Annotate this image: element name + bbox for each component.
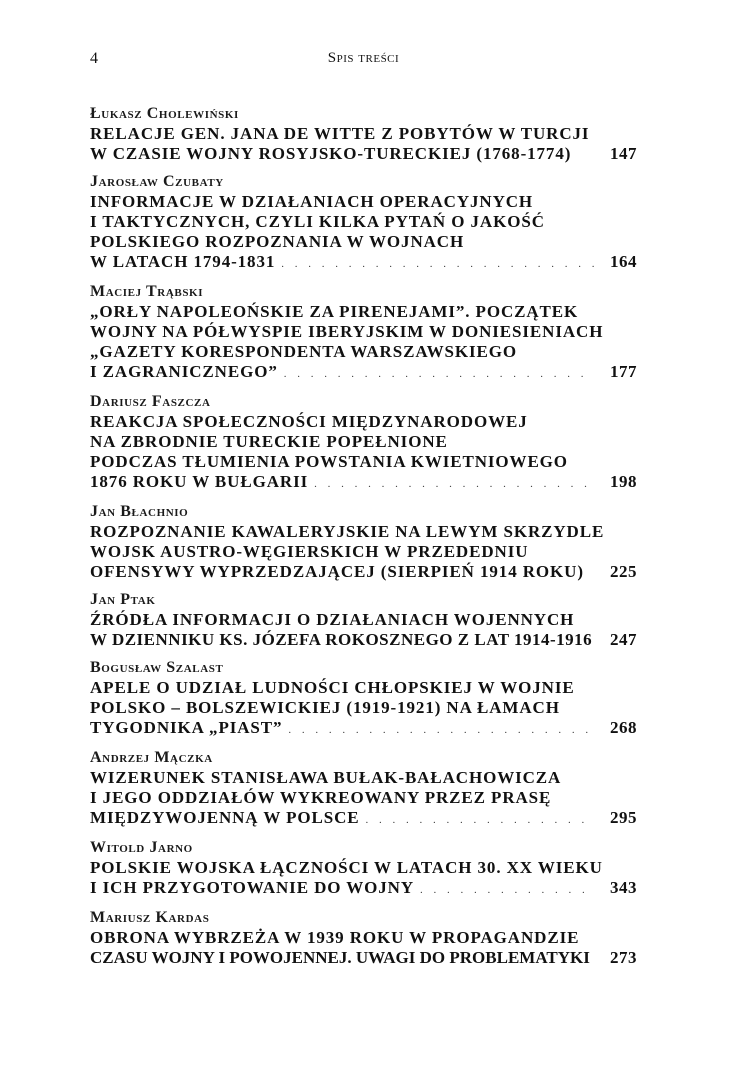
entry-title-line: ROZPOZNANIE KAWALERYJSKIE NA LEWYM SKRZYDLE [90,522,605,541]
dot-leader [314,474,595,494]
entry-title-last-line [90,562,637,582]
entry-author: Jan Ptak [90,591,156,608]
entry-title-text: OFENSYWY WYPRZEDZAJĄCEJ (SIERPIEŃ 1914 ROKU) [90,562,584,581]
page-header [90,50,637,74]
entry-page-number: 198 [610,472,637,491]
entry-title-line: APELE O UDZIAŁ LUDNOŚCI CHŁOPSKIEJ W WOJNIE [90,678,575,697]
entry-title-text: W CZASIE WOJNY ROSYJSKO-TURECKIEJ (1768-1774) [90,144,572,163]
entry-title-last-line [90,144,637,164]
entry-title-line: I TAKTYCZNYCH, CZYLI KILKA PYTAŃ O JAKOŚĆ [90,212,545,231]
entry-page-number: 164 [610,252,637,271]
entry-author: Jan Błachnio [90,503,189,520]
entry-title-line: WOJSK AUSTRO-WĘGIERSKICH W PRZEDEDNIU [90,542,529,561]
entry-title-last-line [90,252,637,274]
entry-title-text: I ZAGRANICZNEGO” [90,362,278,381]
toc-entry [90,590,637,650]
entry-title-line: ŹRÓDŁA INFORMACJI O DZIAŁANIACH WOJENNYCH [90,610,575,629]
entry-title-line: POLSKIE WOJSKA ŁĄCZNOŚCI W LATACH 30. XX WIEKU [90,858,603,877]
entry-page-number: 225 [610,562,637,581]
entry-title-line: POLSKIEGO ROZPOZNANIA W WOJNACH [90,232,465,251]
entry-author: Bogusław Szalast [90,659,224,676]
entry-page-number: 247 [610,630,637,649]
toc-entry [90,282,637,384]
entry-page-number: 273 [610,948,637,967]
running-title: Spis treści [327,50,400,66]
entry-author: Witold Jarno [90,839,193,856]
entry-title-text: TYGODNIKA „PIAST” [90,718,283,737]
toc-entry [90,104,637,164]
page-number: 4 [90,50,98,67]
entry-title-last-line [90,362,637,384]
entry-title-last-line [90,948,637,968]
dot-leader [288,720,595,740]
entry-page-number: 147 [610,144,637,163]
entry-title-text: 1876 ROKU W BUŁGARII [90,472,309,491]
entry-title-line: „GAZETY KORESPONDENTA WARSZAWSKIEGO [90,342,517,361]
entry-title-last-line [90,472,637,494]
entry-title-text: I ICH PRZYGOTOWANIE DO WOJNY [90,878,415,897]
entry-author: Łukasz Cholewiński [90,105,239,122]
entry-page-number: 295 [610,808,637,827]
entry-title-line: RELACJE GEN. JANA DE WITTE Z POBYTÓW W TURCJI [90,124,590,143]
entry-title-line: POLSKO – BOLSZEWICKIEJ (1919-1921) NA ŁAMACH [90,698,560,717]
entry-author: Andrzej Mączka [90,749,213,766]
entry-title-line: REAKCJA SPOŁECZNOŚCI MIĘDZYNARODOWEJ [90,412,528,431]
toc-entry [90,658,637,740]
entry-author: Jarosław Czubaty [90,173,224,190]
entry-title-line: WOJNY NA PÓŁWYSPIE IBERYJSKIM W DONIESIENIACH [90,322,604,341]
entry-author: Maciej Trąbski [90,283,204,300]
entry-title-line: PODCZAS TŁUMIENIA POWSTANIA KWIETNIOWEGO [90,452,568,471]
toc-entry [90,908,637,968]
entry-title-text: W DZIENNIKU KS. JÓZEFA ROKOSZNEGO Z LAT 1914-1916 [90,630,593,649]
entry-title-line: „ORŁY NAPOLEOŃSKIE ZA PIRENEJAMI”. POCZĄTEK [90,302,579,321]
entry-title-line: I JEGO ODDZIAŁÓW WYKREOWANY PRZEZ PRASĘ [90,788,552,807]
entry-title-line: NA ZBRODNIE TURECKIE POPEŁNIONE [90,432,448,451]
toc-entry [90,392,637,494]
entry-title-text: MIĘDZYWOJENNĄ W POLSCE [90,808,360,827]
entry-title-last-line [90,630,637,650]
entry-author: Mariusz Kardas [90,909,210,926]
entry-title-line: INFORMACJE W DZIAŁANIACH OPERACYJNYCH [90,192,534,211]
entry-page-number: 268 [610,718,637,737]
dot-leader [366,810,596,830]
toc-entry [90,748,637,830]
entry-page-number: 177 [610,362,637,381]
dot-leader [281,254,595,274]
entry-author: Dariusz Faszcza [90,393,211,410]
dot-leader [284,364,595,384]
entry-title-line: OBRONA WYBRZEŻA W 1939 ROKU W PROPAGANDZIE [90,928,580,947]
entry-page-number: 343 [610,878,637,897]
toc-entry [90,172,637,274]
entry-title-line: WIZERUNEK STANISŁAWA BUŁAK-BAŁACHOWICZA [90,768,562,787]
entry-title-text: CZASU WOJNY I POWOJENNEJ. UWAGI DO PROBLEMATYKI [90,948,590,967]
entry-title-last-line [90,808,637,830]
table-of-contents [90,104,637,976]
toc-entry [90,838,637,900]
entry-title-last-line [90,718,637,740]
dot-leader [420,880,595,900]
entry-title-last-line [90,878,637,900]
entry-title-text: W LATACH 1794-1831 [90,252,276,271]
toc-entry [90,502,637,582]
